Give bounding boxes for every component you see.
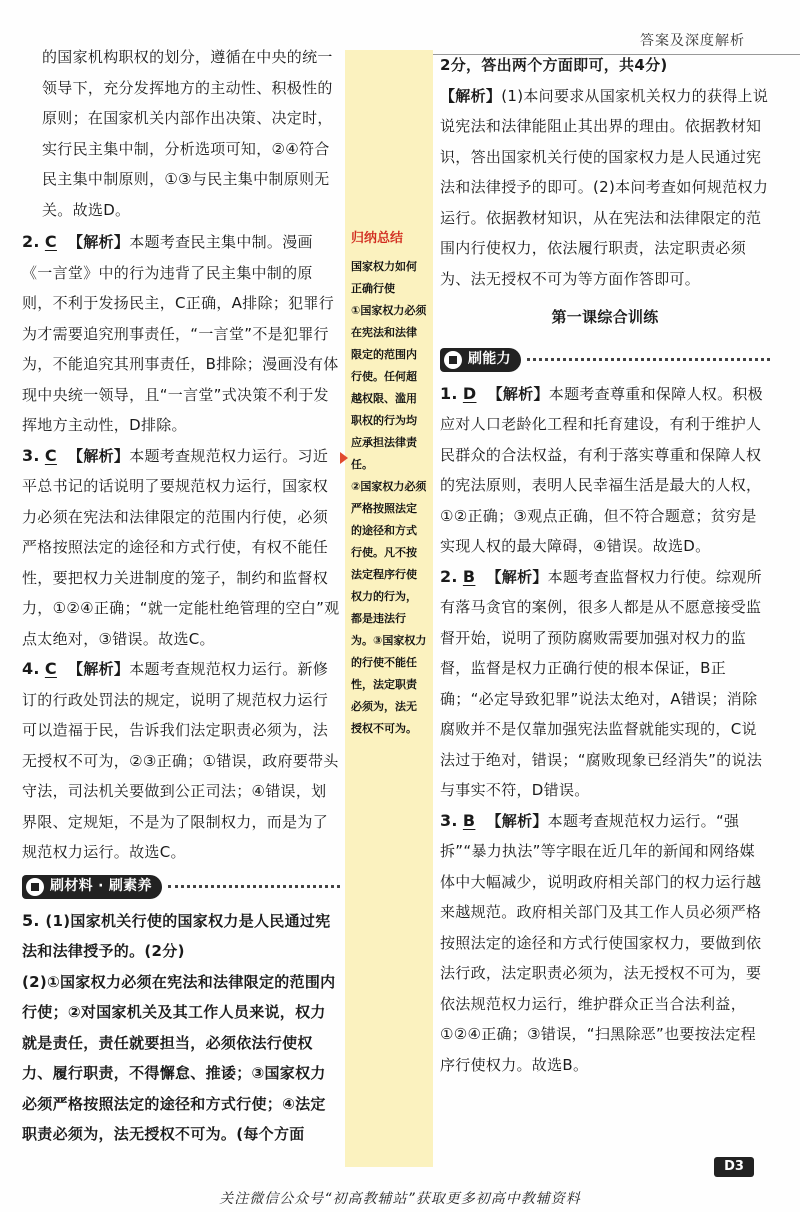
answer-letter: C [44, 232, 57, 251]
summary-sidebar [345, 50, 433, 1167]
question-number: 3. [22, 445, 40, 465]
ability-badge-label: 刷能力 [468, 351, 511, 368]
analysis-label: 【解析】 [68, 660, 130, 678]
question-3 [22, 441, 340, 655]
footer-note: 关注微信公众号“初高教辅站”获取更多初高中教辅资料 [219, 1191, 581, 1207]
analysis-text: (1)本问要求从国家机关权力的获得上说说宪法和法律能阻止其出界的理由。依据教材知识，答出国家机关行使的国家权力是人民通过宪法和法律授予的即可。(2)本问考查如何规范权力运行。依据教材知识，从在宪法和法律限定的范围内行使权力，依法履行职责，法定职责必须为、法无授权不可为等方面作答即可。 [440, 86, 769, 288]
question-5-part-1 [22, 906, 340, 967]
analysis-label: 【解析】 [68, 233, 130, 251]
analysis-label: 【解析】 [486, 567, 548, 586]
question-number: 5. [22, 910, 40, 930]
answer-letter: B [462, 566, 476, 586]
question-number: 3. [440, 810, 458, 830]
analysis-text: 本题考查规范权力运行。新修订的行政处罚法的规定，说明了规范权力运行可以造福于民，告诉我们法定职责必须为，法无授权不可为，②③正确；①错误，政府要带头守法，司法机关要做到公正司法；④错误，划界限、定规矩，不是为了限制权力，而是为了规范权力运行。故选C。 [22, 660, 339, 861]
question-number: 2. [22, 232, 40, 251]
analysis-label: 【解析】 [486, 811, 548, 830]
dotted-divider [527, 358, 770, 361]
analysis-text: 本题考查尊重和保障人权。积极应对人口老龄化工程和托育建设，有利于维护人民群众的合法权益，有利于落实尊重和保障人权的宪法原则，表明人民幸福生活是最大的人权，①②正确；③观点正确，但不符合题意；贫穷是实现人权的最大障碍，④错误。故选D。 [440, 384, 763, 555]
analysis-paragraph [440, 81, 770, 295]
answer-letter: C [44, 445, 57, 465]
question-5-part-2: (2)①国家权力必须在宪法和法律限定的范围内行使；②对国家机关及其工作人员来说，权力就是责任，责任就要担当，必须依法行使权力、履行职责，不得懈怠、推诿；③国家权力必须严格按照法定的途径和方式行使；④法定职责必须为，法无授权不可为。(每个方面 [22, 972, 336, 1143]
analysis-text: 本题考查监督权力行使。综观所有落马贪官的案例，很多人都是从不愿意接受监督开始，说明了预防腐败需要加强对权力的监督，监督是权力正确行使的根本保证，B正确；“必定导致犯罪”说法太绝对，A错误；消除腐败并不是仅靠加强宪法监督就能实现的，C说法过于绝对，错误；“腐败现象已经消失”的说法与事实不符，D错误。 [440, 567, 763, 799]
material-badge [22, 875, 162, 899]
analysis-text: 本题考查民主集中制。漫画《一言堂》中的行为违背了民主集中制的原则，不利于发扬民主，C正确，A排除；犯罪行为才需要追究刑事责任，“一言堂”不是犯罪行为，不能追究其刑事责任，B排除；漫画没有体现中央统一领导，且“一言堂”式决策不利于发挥地方主动性，D排除。 [22, 233, 339, 434]
ability-badge [440, 348, 521, 372]
left-column [22, 42, 340, 1150]
question-3 [440, 806, 770, 1081]
brush-icon [444, 351, 462, 369]
analysis-text: 本题考查规范权力运行。习近平总书记的话说明了要规范权力运行，国家权力必须在宪法和法律限定的范围内行使，必须严格按照法定的途径和方式行使，有权不能任性，要把权力关进制度的笼子，制约和监督权力，①②④正确；“就一定能杜绝管理的空白”观点太绝对，③错误。故选C。 [22, 446, 340, 648]
brush-icon [26, 878, 44, 896]
analysis-label: 【解析】 [68, 446, 130, 465]
analysis-label: 【解析】 [487, 384, 549, 403]
sidebar-text: 国家权力如何正确行使 ①国家权力必须在宪法和法律限定的范围内行使。任何超越权限、滥用职权的行为均应承担法律责任。 ②国家权力必须严格按照法定的途径和方式行使。凡不按法定程序行使权力的行为，都是违法行为。③国家权力的行使不能任性，法定职责必须为，法无授权不可为。 [351, 260, 427, 735]
answer-letter: C [44, 659, 57, 678]
right-column [440, 50, 770, 1080]
material-badge-label: 刷材料 · 刷素养 [50, 878, 152, 895]
question-2 [440, 562, 770, 806]
section-title: 第一课综合训练 [551, 308, 659, 326]
question-number: 4. [22, 659, 40, 678]
question-1 [440, 379, 770, 562]
answer-part-1: (1)国家机关行使的国家权力是人民通过宪法和法律授予的。(2分) [22, 911, 331, 960]
analysis-text: 本题考查规范权力运行。“强拆”“暴力执法”等字眼在近几年的新闻和网络媒体中大幅减少，说明政府相关部门的权力运行越来越规范。政府相关部门及其工作人员必须严格按照法定的途径和方式行使国家权力，要做到依法行政，法定职责必须为，法无授权不可为，要依法规范权力运行，维护群众正当合法利益，①②④正确；③错误，“扫黑除恶”也要按法定程序行使权力。故选B。 [440, 811, 762, 1074]
question-2 [22, 227, 340, 441]
dotted-divider [168, 885, 340, 888]
ability-badge-row [440, 345, 770, 375]
score-note: 2分，答出两个方面即可，共4分) [440, 56, 668, 74]
answer-letter: D [462, 383, 477, 403]
sidebar-title: 归纳总结 [351, 231, 404, 246]
intro-paragraph: 的国家机构职权的划分，遵循在中央的统一领导下，充分发挥地方的主动性、积极性的原则；在国家机关内部作出决策、决定时，实行民主集中制，分析选项可知，②④符合民主集中制原则，①③与民主集中制原则无关。故选D。 [42, 48, 333, 219]
question-number: 2. [440, 566, 458, 586]
answer-letter: B [462, 810, 476, 830]
analysis-label: 【解析】 [440, 86, 502, 105]
material-badge-row [22, 872, 340, 902]
page-number: D3 [714, 1157, 754, 1177]
question-number: 1. [440, 383, 458, 403]
question-4 [22, 654, 340, 868]
sidebar-arrow-icon [340, 452, 348, 464]
page-header: 答案及深度解析 [640, 33, 745, 49]
